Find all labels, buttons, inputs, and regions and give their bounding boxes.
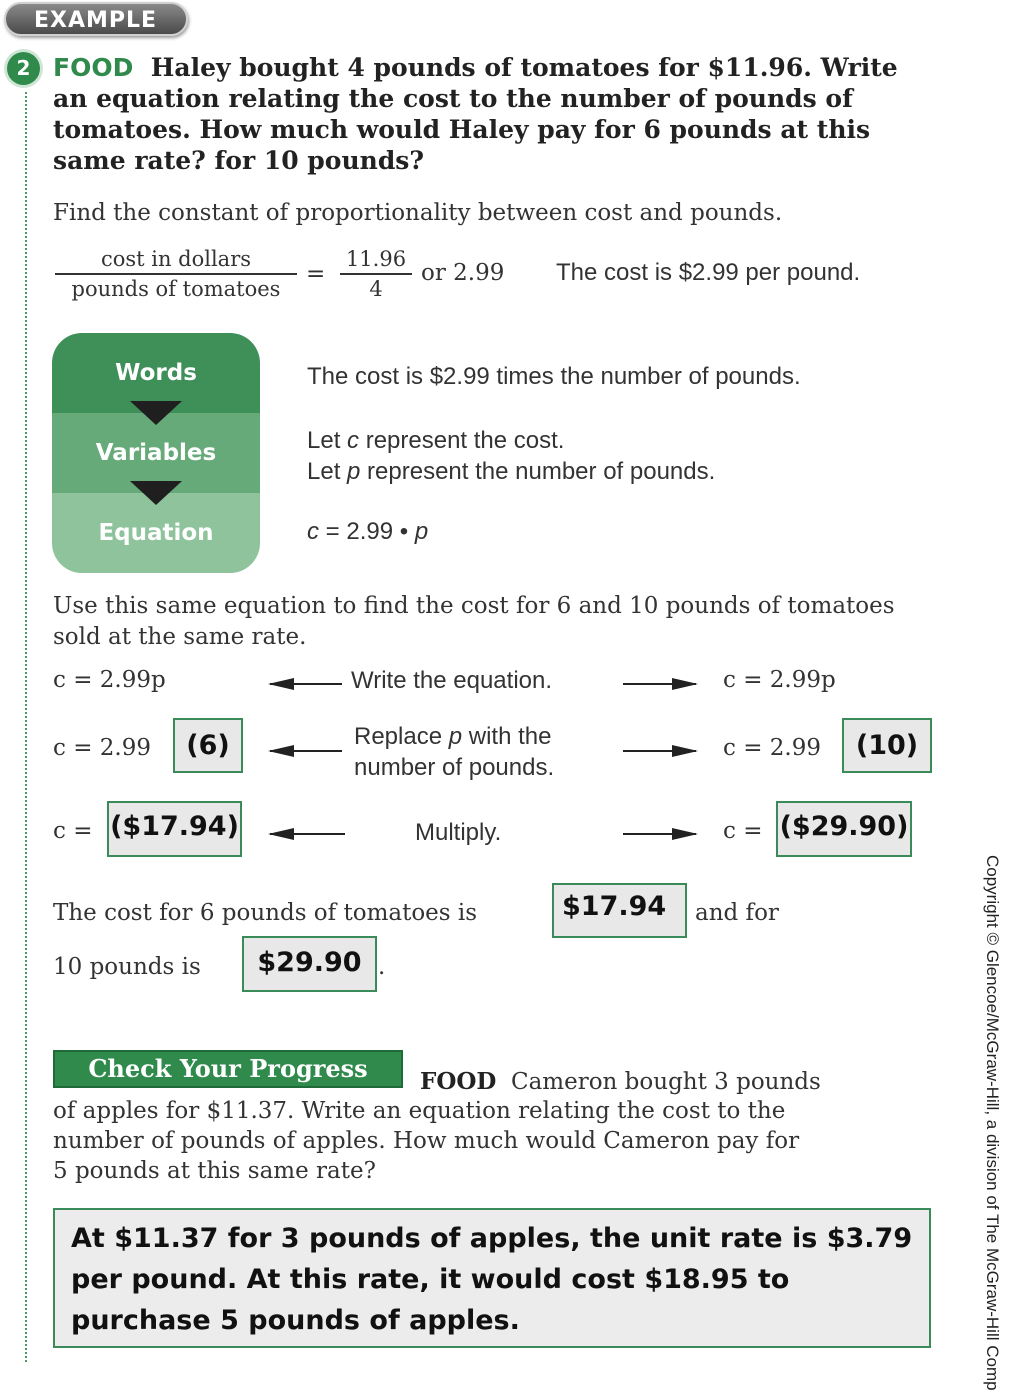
equals-sign: = (306, 261, 326, 287)
words-variables-equation-panel (52, 333, 260, 573)
example-problem-text: Haley bought 4 pounds of tomatoes for $11.96. Write an equation relating the cost to the number of pounds of tomatoes. How much would Haley pay for 6 pounds at this same rate? for 10 pounds? (53, 53, 898, 175)
check-problem-line4: 5 pounds at this same rate? (53, 1158, 376, 1184)
equation-text: c = 2.99 • p (307, 518, 429, 545)
fraction-value-denominator: 4 (369, 277, 383, 301)
row2-step-line1: Replace p with the (354, 723, 552, 750)
check-problem-line3: number of pounds of apples. How much would Cameron pay for (53, 1128, 800, 1154)
row1-step: Write the equation. (351, 667, 553, 694)
conclusion-part1: The cost for 6 pounds of tomatoes is (53, 900, 478, 926)
words-label: Words (52, 333, 260, 413)
row2-step-line2: number of pounds. (354, 754, 555, 781)
example-badge: EXAMPLE (4, 2, 188, 36)
fraction-value-numerator: 11.96 (345, 247, 407, 271)
step1-instruction: Find the constant of proportionality between cost and pounds. (53, 200, 783, 226)
right-arrow-icon (623, 750, 696, 752)
copyright-notice: Copyright © Glencoe/McGraw-Hill, a division of The McGraw-Hill Comp (983, 855, 1002, 1391)
check-category: FOOD (420, 1068, 497, 1095)
check-problem-line2: of apples for $11.37. Write an equation relating the cost to the (53, 1098, 786, 1124)
fraction-cost-pounds (55, 247, 297, 301)
example-number: 2 (7, 52, 40, 85)
example-category: FOOD (53, 53, 134, 82)
fraction-values (340, 247, 412, 301)
check-problem-line1: FOOD Cameron bought 3 pounds (420, 1068, 821, 1095)
right-arrow-icon (623, 833, 696, 835)
row3-left-equation: c = (53, 818, 93, 844)
conclusion-part3: 10 pounds is (53, 954, 201, 980)
check-your-progress-badge: Check Your Progress (53, 1050, 403, 1088)
left-arrow-icon (270, 683, 342, 685)
down-arrow-icon (130, 481, 182, 505)
conclusion-answer-box-10lb: $29.90 (242, 936, 377, 992)
row3-right-answer-box: ($29.90) (776, 801, 912, 857)
row3-step: Multiply. (415, 819, 502, 846)
row2-left-equation: c = 2.99 (53, 735, 151, 761)
fraction-denominator: pounds of tomatoes (71, 277, 281, 301)
margin-rule (25, 92, 27, 1362)
row2-left-answer-box: (6) (173, 718, 243, 773)
conclusion-part2: and for (695, 900, 779, 926)
conclusion-answer-box-6lb: $17.94 (552, 883, 687, 938)
variable-c-definition: Let c represent the cost. (307, 427, 565, 454)
row3-right-equation: c = (723, 818, 763, 844)
variables-label: Variables (52, 413, 260, 493)
row2-right-equation: c = 2.99 (723, 735, 821, 761)
conclusion-period: . (378, 954, 386, 980)
unit-rate-note: The cost is $2.99 per pound. (556, 259, 861, 286)
step2-instruction: Use this same equation to find the cost for 6 and 10 pounds of tomatoes sold at the same rate. (53, 593, 895, 650)
unit-rate-value: or 2.99 (421, 260, 505, 286)
equation-label: Equation (52, 493, 260, 573)
variable-p-definition: Let p represent the number of pounds. (307, 458, 716, 485)
check-answer-box: At $11.37 for 3 pounds of apples, the unit rate is $3.79 per pound. At this rate, it would cost $18.95 to purchase 5 pounds of apples. (53, 1208, 931, 1348)
row1-left-equation: c = 2.99p (53, 667, 166, 693)
left-arrow-icon (270, 833, 345, 835)
left-arrow-icon (270, 750, 342, 752)
fraction-numerator: cost in dollars (100, 247, 252, 271)
row3-left-answer-box: ($17.94) (107, 801, 242, 857)
words-text: The cost is $2.99 times the number of pounds. (307, 363, 801, 390)
right-arrow-icon (623, 683, 696, 685)
row2-right-answer-box: (10) (842, 718, 932, 773)
example-problem (53, 52, 933, 176)
down-arrow-icon (130, 401, 182, 425)
row1-right-equation: c = 2.99p (723, 667, 836, 693)
